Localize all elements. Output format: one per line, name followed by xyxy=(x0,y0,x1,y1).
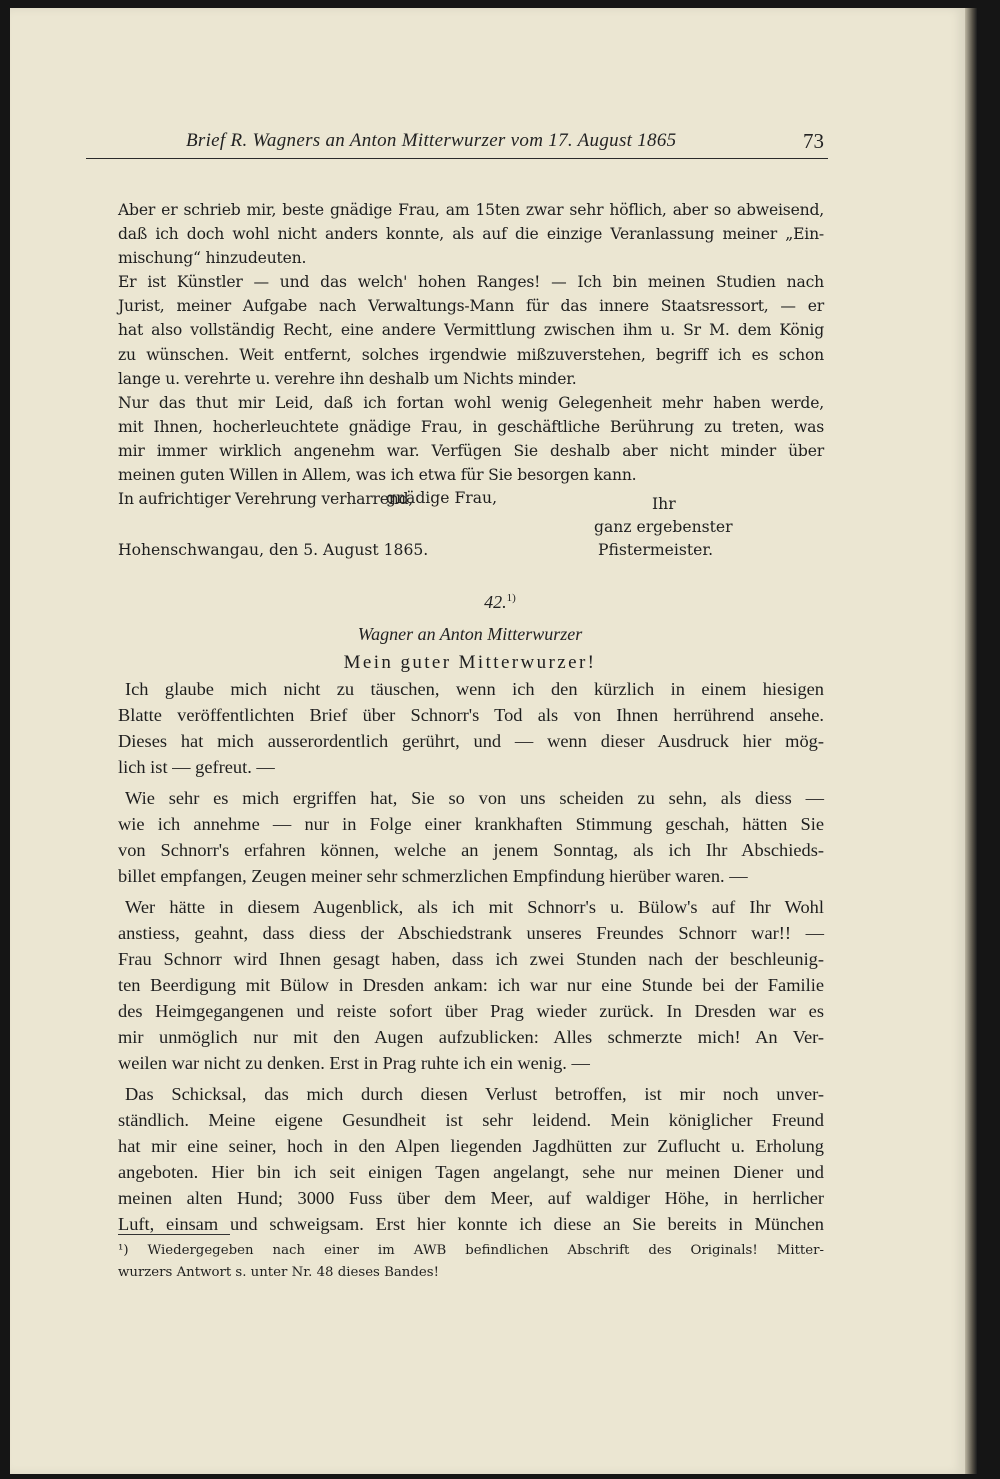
text-line: hat also vollständig Recht, eine andere Vermittlung zwischen ihm u. Sr M. dem König xyxy=(118,321,824,340)
text-line: In aufrichtiger Verehrung verharrend, xyxy=(118,490,414,509)
text-line: Er ist Künstler — und das welch' hohen Ranges! — Ich bin meinen Studien nach xyxy=(118,273,824,292)
salutation: Mein guter Mitterwurzer! xyxy=(343,652,597,673)
text-line: meinen alten Hund; 3000 Fuss über dem Meer, auf waldiger Höhe, in herrlicher xyxy=(118,1188,824,1208)
text-line: mir immer wirklich angenehm war. Verfügen Sie deshalb aber nicht minder über xyxy=(118,441,824,460)
text-line: Jurist, meiner Aufgabe nach Verwaltungs-Mann für das innere Staatsressort, — er xyxy=(118,297,824,316)
text-line: Wie sehr es mich ergriffen hat, Sie so von uns scheiden zu sehn, als diess — xyxy=(125,788,824,808)
closing-ihr: Ihr xyxy=(652,495,676,513)
text-line: lange u. verehrte u. verehre ihn deshalb um Nichts minder. xyxy=(118,369,577,388)
previous-letter-body xyxy=(118,198,824,511)
text-line: Blatte veröffentlichten Brief über Schnorr's Tod als von Ihnen herrührend ansehe. xyxy=(118,705,824,725)
page-header xyxy=(86,128,828,159)
footnote-line: ¹) Wiedergegeben nach einer im AWB befindlichen Abschrift des Originals! Mitter- xyxy=(118,1243,824,1258)
text-line: Frau Schnorr wird Ihnen gesagt haben, dass ich zwei Stunden nach der beschleunig- xyxy=(118,949,824,969)
text-line: Luft, einsam und schweigsam. Erst hier konnte ich diese an Sie bereits in München xyxy=(118,1214,824,1234)
text-line: meinen guten Willen in Allem, was ich etwa für Sie besorgen kann. xyxy=(118,466,637,485)
text-line: anstiess, geahnt, dass diess der Abschiedstrank unseres Freundes Schnorr war!! — xyxy=(118,923,824,943)
text-line: mischung“ hinzudeuten. xyxy=(118,249,307,268)
page-number: 73 xyxy=(803,129,824,153)
text-line: zu wünschen. Weit entfernt, solches irgendwie mißzuverstehen, begriff ich es schon xyxy=(118,345,824,364)
text-line: weilen war nicht zu denken. Erst in Prag ruhte ich ein wenig. — xyxy=(118,1053,590,1073)
paragraph xyxy=(118,785,824,889)
letter-number xyxy=(0,592,1000,613)
text-line: von Schnorr's erfahren können, welche an jenem Sonntag, als ich Ihr Abschieds- xyxy=(118,840,824,860)
text-line: Wer hätte in diesem Augenblick, als ich mit Schnorr's u. Bülow's auf Ihr Wohl xyxy=(125,897,824,917)
text-line: Das Schicksal, das mich durch diesen Verlust betroffen, ist mir noch unver- xyxy=(125,1084,824,1104)
footnote-line: wurzers Antwort s. unter Nr. 48 dieses Bandes! xyxy=(118,1265,439,1280)
footnote xyxy=(118,1240,824,1284)
text-line: angeboten. Hier bin ich seit einigen Tagen angelangt, sehe nur meinen Diener und xyxy=(118,1162,824,1182)
text-line: mir unmöglich nur mit den Augen aufzublicken: Alles schmerzte mich! An Ver- xyxy=(118,1027,824,1047)
letter-title: Wagner an Anton Mitterwurzer xyxy=(357,624,583,644)
text-line: billet empfangen, Zeugen meiner sehr schmerzlichen Empfindung hierüber waren. — xyxy=(118,866,748,886)
text-line: wie ich annehme — nur in Folge einer krankhaften Stimmung geschah, hätten Sie xyxy=(118,814,824,834)
signature: Pfistermeister. xyxy=(598,541,714,559)
text-line: hat mir eine seiner, hoch in den Alpen liegenden Jagdhütten zur Zuflucht u. Erholung xyxy=(118,1136,824,1156)
paragraph xyxy=(118,1081,824,1237)
letter-number-text: 42. xyxy=(484,592,507,612)
closing-ergebenster: ganz ergebenster xyxy=(594,518,733,536)
text-line: Ich glaube mich nicht zu täuschen, wenn ich den kürzlich in einem hiesigen xyxy=(125,679,824,699)
paragraph xyxy=(118,676,824,780)
text-line: des Heimgegangenen und reiste sofort über Prag wieder zurück. In Dresden war es xyxy=(118,1001,824,1021)
text-line: lich ist — gefreut. — xyxy=(118,757,275,777)
letter-body xyxy=(118,676,824,1237)
footnote-rule xyxy=(118,1234,230,1235)
text-line: ständlich. Meine eigene Gesundheit ist sehr leidend. Mein königlicher Freund xyxy=(118,1110,824,1130)
footnote-marker: 1) xyxy=(506,592,516,604)
text-line: Nur das thut mir Leid, daß ich fortan wohl wenig Gelegenheit mehr haben werde, xyxy=(118,393,824,412)
text-line: Aber er schrieb mir, beste gnädige Frau, am 15ten zwar sehr höflich, aber so abweisend, xyxy=(118,201,824,219)
place-date: Hohenschwangau, den 5. August 1865. xyxy=(118,541,429,559)
text-line: daß ich doch wohl nicht anders konnte, als auf die einzige Veranlassung meiner „Ein- xyxy=(118,225,824,244)
page-edge xyxy=(965,8,977,1474)
text-line: ten Beerdigung mit Bülow in Dresden ankam: ich war nur eine Stunde bei der Familie xyxy=(118,975,824,995)
closing-address: gnädige Frau, xyxy=(386,489,498,507)
paragraph xyxy=(118,894,824,1076)
text-line: Dieses hat mich ausserordentlich gerührt, und — wenn dieser Ausdruck hier mög- xyxy=(118,731,824,751)
text-line: mit Ihnen, hocherleuchtete gnädige Frau, in geschäftliche Berührung zu treten, was xyxy=(118,417,824,436)
running-title: Brief R. Wagners an Anton Mitterwurzer vom 17. August 1865 xyxy=(186,130,677,151)
